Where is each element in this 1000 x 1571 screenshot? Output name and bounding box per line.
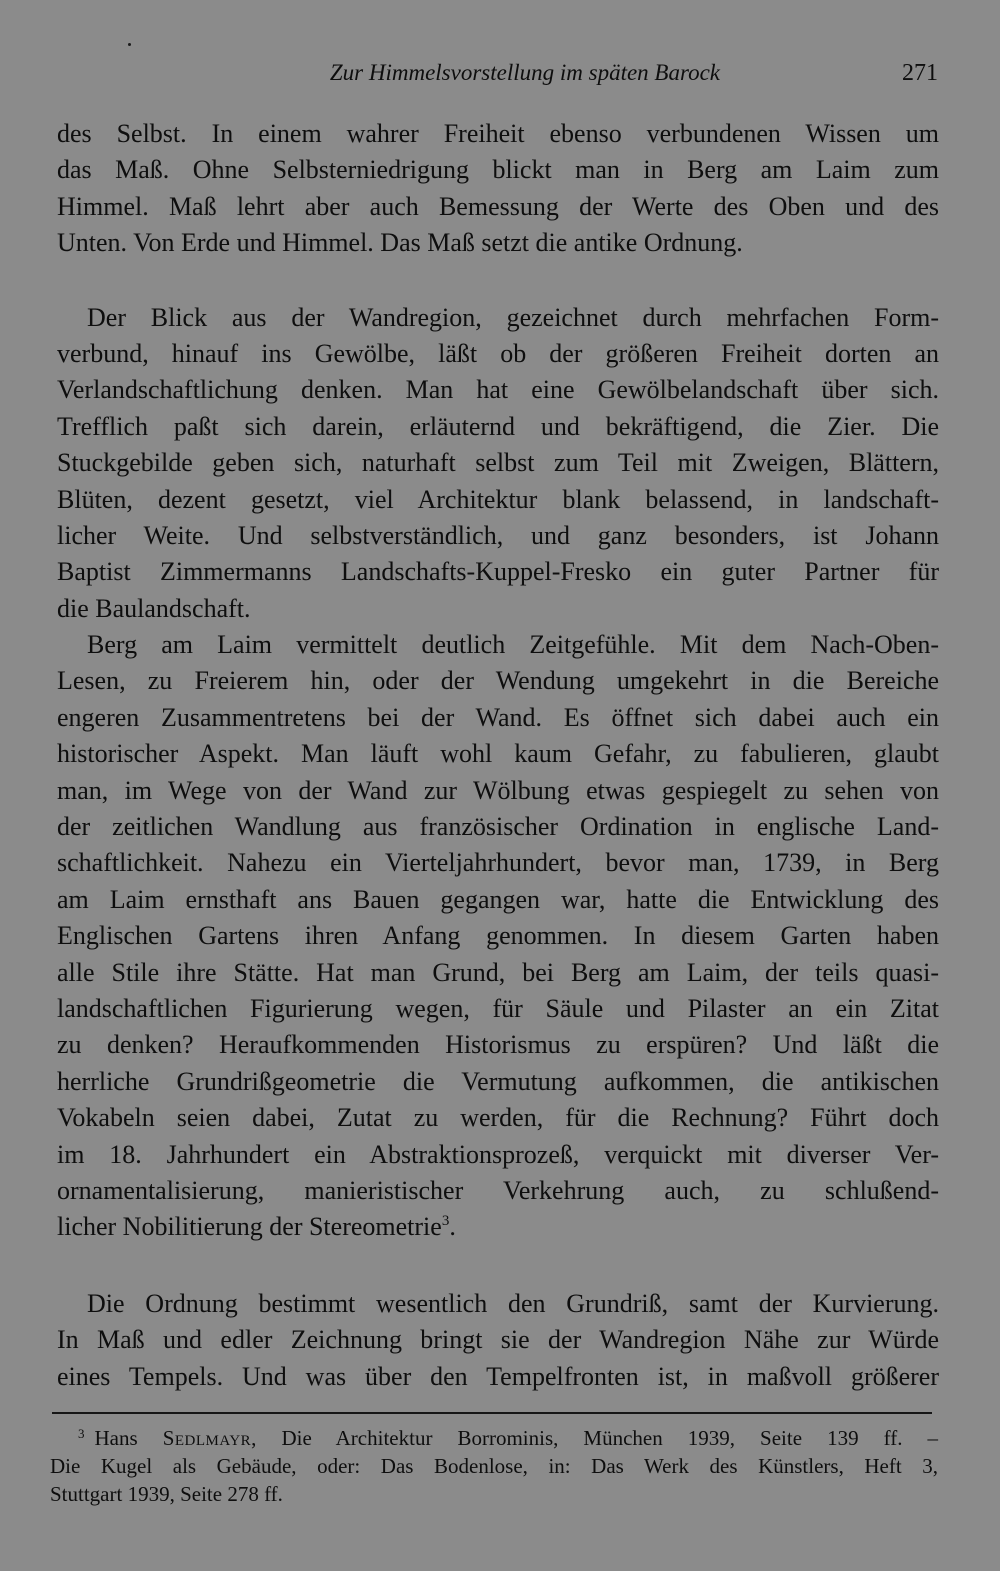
text-line: engeren Zusammentretens bei der Wand. Es öffnet sich dabei auch ein [57,702,939,732]
text-line: Der Blick aus der Wandregion, gezeichnet durch mehrfachen Form- [87,302,939,332]
body-text [57,116,939,1395]
footnote-author: Sedlmayr [162,1426,252,1450]
paragraph-3 [57,627,939,1246]
paragraph-4 [57,1286,939,1395]
text-line: landschaftlichen Figurierung wegen, für Säule und Pilaster an ein Zitat [57,993,939,1023]
page-number: 271 [902,60,938,86]
text-line: Englischen Gartens ihren Anfang genommen. In diesem Garten haben [57,921,939,951]
text-line: zu denken? Heraufkommenden Historismus zu erspüren? Und läßt die [57,1030,939,1060]
text-line: der zeitlichen Wandlung aus französischer Ordination in englische Land- [57,812,939,842]
footnote-marker: 3 [78,1426,85,1441]
print-speck [128,43,131,46]
paragraph-1 [57,116,939,262]
footnote-text: , Die Architektur Borrominis, München 1939, Seite 139 ff. – [251,1426,938,1450]
footnote-reference: 3 [441,1213,450,1230]
footnote-line: Die Kugel als Gebäude, oder: Das Bodenlose, in: Das Werk des Künstlers, Heft 3, [50,1454,938,1478]
text-line: ornamentalisierung, manieristischer Verkehrung auch, zu schlußend- [57,1175,939,1205]
text-line: Berg am Laim vermittelt deutlich Zeitgefühle. Mit dem Nach-Oben- [87,630,939,660]
text-line: alle Stile ihre Stätte. Hat man Grund, bei Berg am Laim, der teils quasi- [57,957,939,987]
text-line: Vokabeln seien dabei, Zutat zu werden, für die Rechnung? Führt doch [57,1103,939,1133]
footnote-divider [52,1412,932,1414]
text-line: das Maß. Ohne Selbsterniedrigung blickt man in Berg am Laim zum [57,155,939,185]
text-line: Baptist Zimmermanns Landschafts-Kuppel-Fresko ein guter Partner für [57,557,939,587]
section-gap [57,262,939,300]
text-line: Unten. Von Erde und Himmel. Das Maß setzt die antike Ordnung. [57,228,743,258]
text-line: Verlandschaftlichung denken. Man hat eine Gewölbelandschaft über sich. [57,375,939,405]
text-line-content: licher Nobilitierung der Stereometrie [57,1212,442,1242]
text-line: In Maß und edler Zeichnung bringt sie der Wandregion Nähe zur Würde [57,1325,939,1355]
text-line: schaftlichkeit. Nahezu ein Vierteljahrhundert, bevor man, 1739, in Berg [57,848,939,878]
paragraph-2 [57,300,939,628]
text-line: eines Tempels. Und was über den Tempelfronten ist, in maßvoll größerer [57,1361,939,1391]
footnotes [50,1424,938,1508]
text-line: im 18. Jahrhundert ein Abstraktionsprozeß, verquickt mit diverser Ver- [57,1139,939,1169]
text-line: man, im Wege von der Wand zur Wölbung etwas gespiegelt zu sehen von [57,775,939,805]
text-line: Lesen, zu Freierem hin, oder der Wendung umgekehrt in die Bereiche [57,666,939,696]
text-line: Stuckgebilde geben sich, naturhaft selbst zum Teil mit Zweigen, Blättern, [57,448,939,478]
text-line: am Laim ernsthaft ans Bauen gegangen war, hatte die Entwicklung des [57,884,939,914]
section-gap [57,1246,939,1286]
text-line: die Baulandschaft. [57,593,251,623]
text-line: licher Weite. Und selbstverständlich, und ganz besonders, ist Johann [57,520,939,550]
text-line: herrliche Grundrißgeometrie die Vermutung aufkommen, die antikischen [57,1066,939,1096]
footnote-text: Hans [94,1426,138,1450]
text-line: Himmel. Maß lehrt aber auch Bemessung der Werte des Oben und des [57,191,939,221]
sentence-end: . [449,1212,456,1242]
running-header [60,58,940,92]
running-title: Zur Himmelsvorstellung im späten Barock [329,60,720,85]
text-line: des Selbst. In einem wahrer Freiheit ebenso verbundenen Wissen um [57,119,939,148]
text-line: verbund, hinauf ins Gewölbe, läßt ob der größeren Freiheit dorten an [57,338,939,368]
text-line: Blüten, dezent gesetzt, viel Architektur blank belassend, in landschaft- [57,484,939,514]
footnote-line: Stuttgart 1939, Seite 278 ff. [50,1482,283,1506]
text-line: Die Ordnung bestimmt wesentlich den Grundriß, samt der Kurvierung. [87,1288,939,1318]
footnote-line [50,1424,938,1452]
text-line-with-footnote-ref [57,1209,939,1245]
text-line: historischer Aspekt. Man läuft wohl kaum Gefahr, zu fabulieren, glaubt [57,739,939,769]
text-line: Trefflich paßt sich darein, erläuternd und bekräftigend, die Zier. Die [57,411,939,441]
